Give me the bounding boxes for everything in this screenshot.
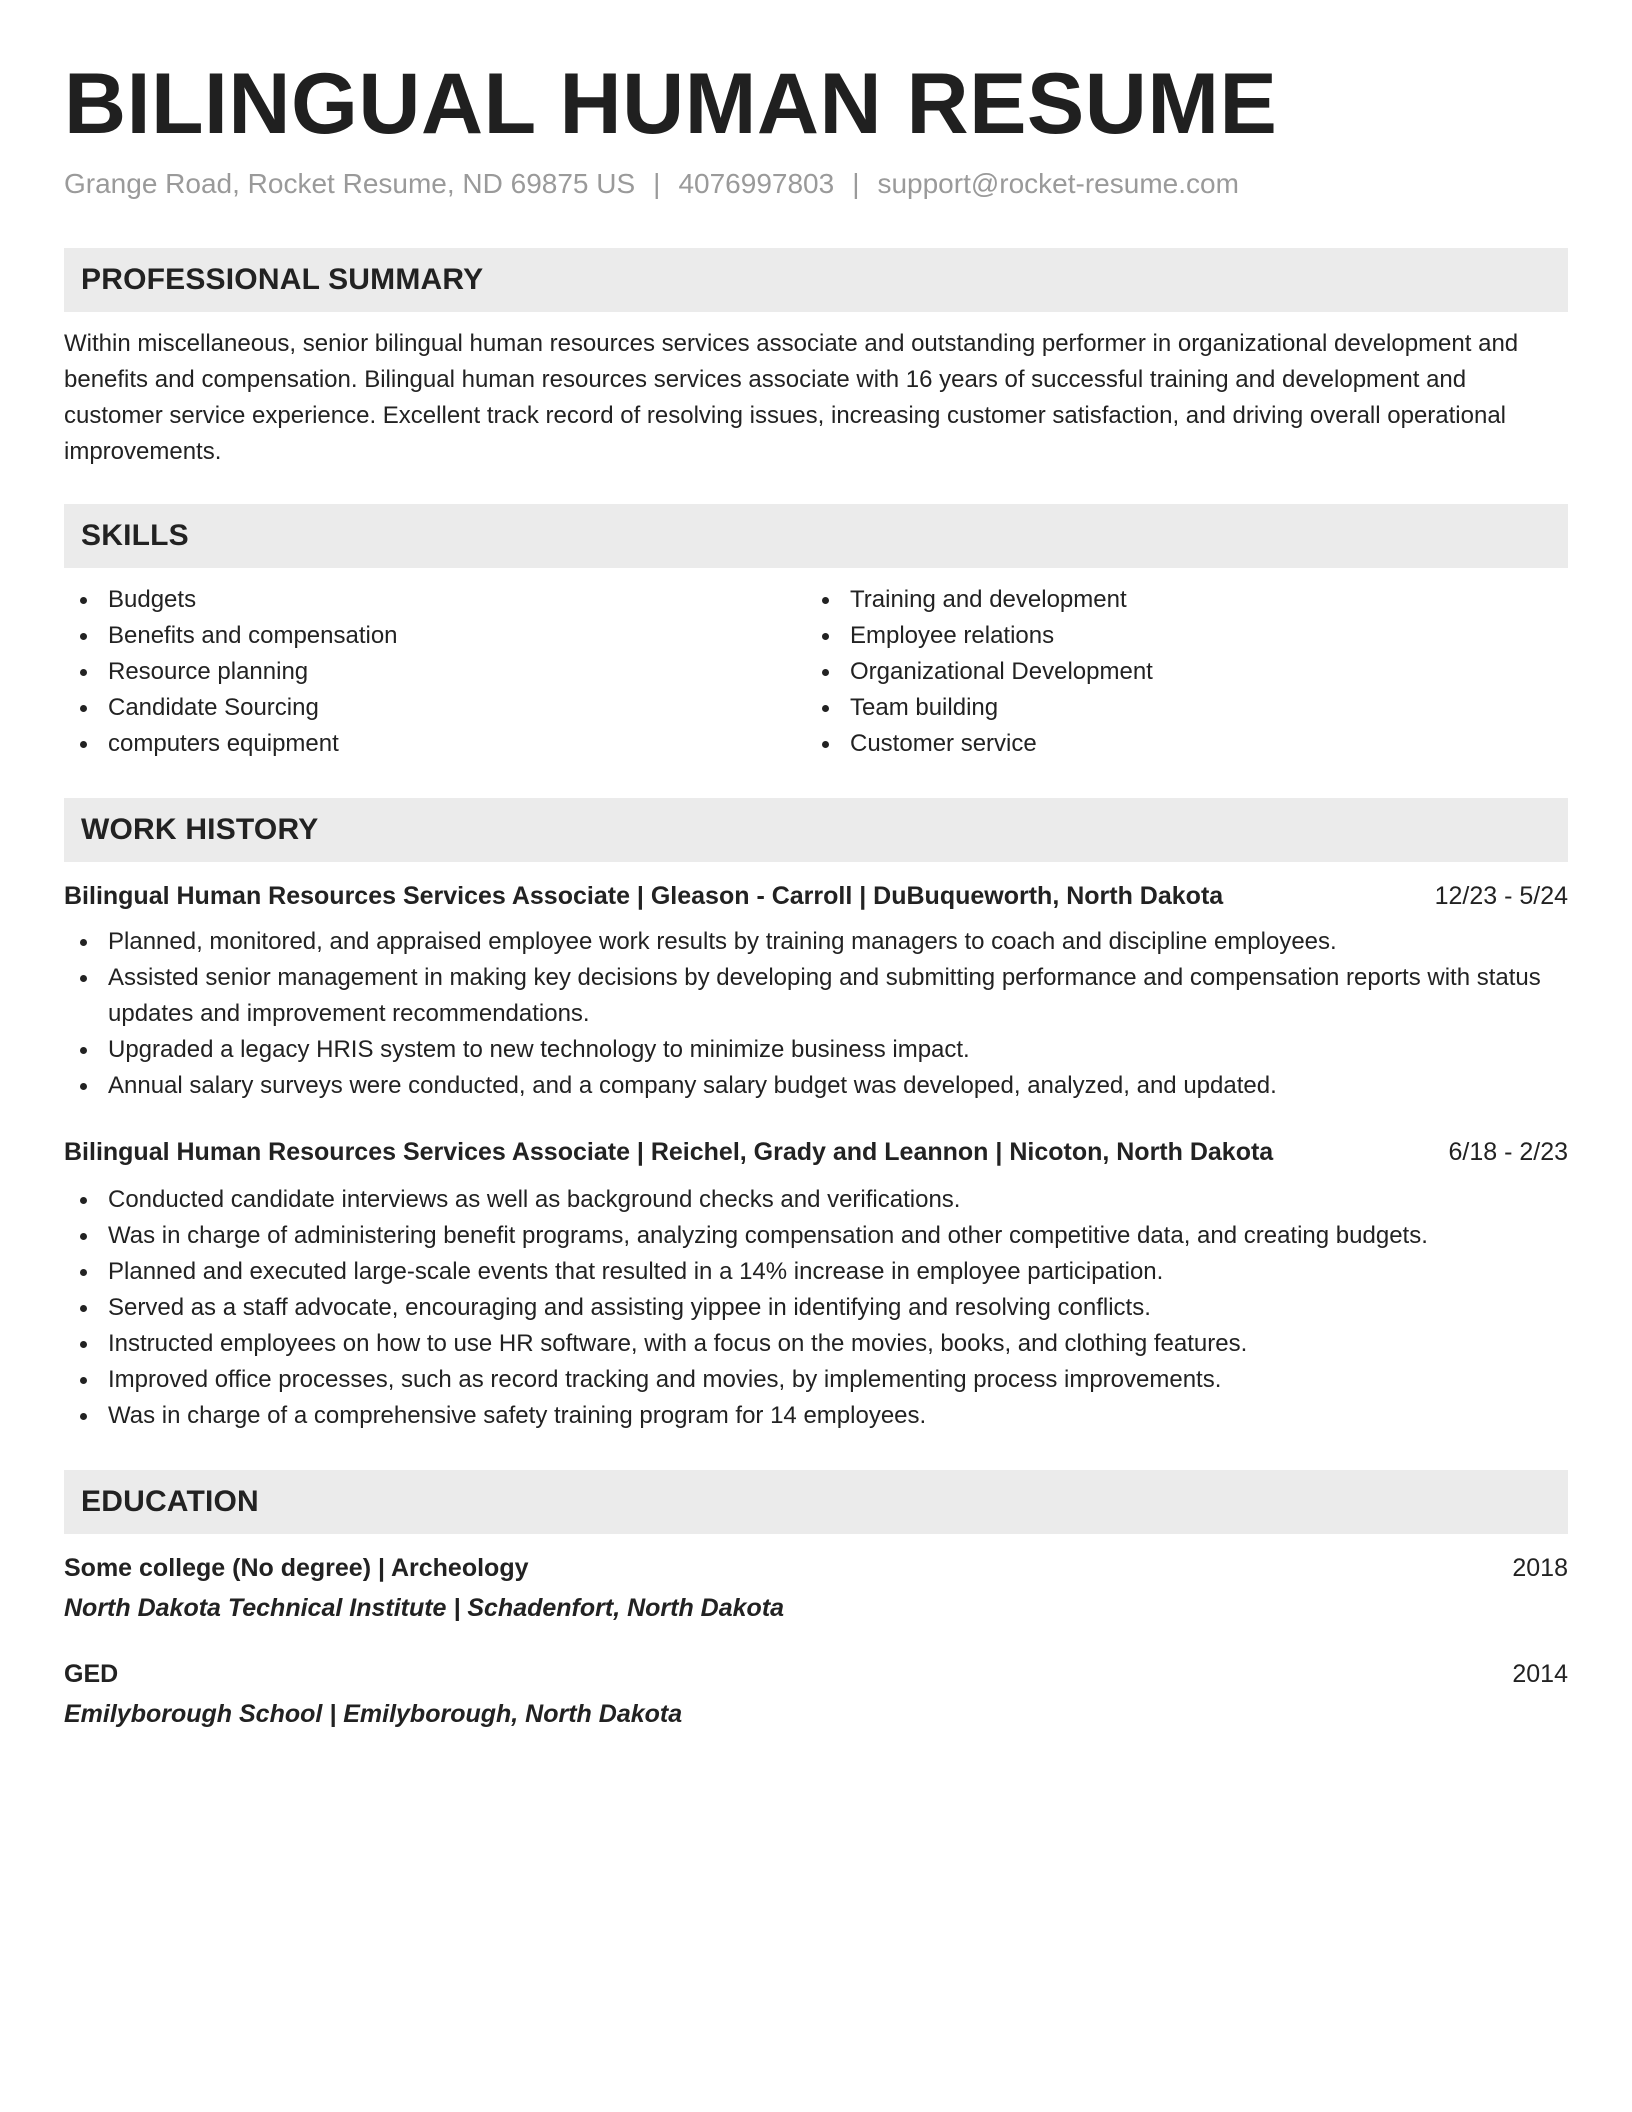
job-bullet: Improved office processes, such as record tracking and movies, by implementing process improvements. [64,1362,1568,1398]
job-bullet: Conducted candidate interviews as well as background checks and verifications. [64,1182,1568,1218]
education-header [64,1656,1568,1692]
contact-separator: | [852,168,860,199]
job-bullet: Assisted senior management in making key decisions by developing and submitting performance and compensation reports with status updates and improvement recommendations. [64,960,1568,1032]
skill-item: Employee relations [806,618,1548,654]
job-bullet: Served as a staff advocate, encouraging and assisting yippee in identifying and resolving conflicts. [64,1290,1568,1326]
skills-column-left [64,582,806,762]
summary-text: Within miscellaneous, senior bilingual human resources services associate and outstanding performer in organizational development and benefits and compensation. Bilingual human resources services associate with 16 years of successful training and development and customer service experience. Excellent track record of resolving issues, increasing customer satisfaction, and driving overall operational improvements. [64,330,1519,465]
job-header [64,1134,1568,1170]
education-degree: GED [64,1660,119,1688]
section-header-summary: PROFESSIONAL SUMMARY [64,248,1568,312]
job-title: Bilingual Human Resources Services Associate | Gleason - Carroll | DuBuqueworth, North Dakota [64,882,1224,910]
resume-name: BILINGUAL HUMAN RESUME [64,56,1278,152]
job-bullet: Was in charge of a comprehensive safety training program for 14 employees. [64,1398,1568,1434]
job-bullets [64,924,1568,1104]
section-header-education: EDUCATION [64,1470,1568,1534]
job-bullet: Annual salary surveys were conducted, and a company salary budget was developed, analyzed, and updated. [64,1068,1568,1104]
job-title: Bilingual Human Resources Services Associate | Reichel, Grady and Leannon | Nicoton, North Dakota [64,1138,1274,1166]
education-year: 2018 [1512,1554,1568,1582]
contact-line [64,166,1568,202]
job-dates: 6/18 - 2/23 [1448,1138,1568,1166]
contact-email: support@rocket-resume.com [877,168,1239,199]
skills-column-right [806,582,1548,762]
skill-item: Budgets [64,582,806,618]
skill-item: Organizational Development [806,654,1548,690]
skill-item: Candidate Sourcing [64,690,806,726]
section-header-work-history: WORK HISTORY [64,798,1568,862]
education-entry [64,1656,1568,1732]
job-bullet: Was in charge of administering benefit programs, analyzing compensation and other competitive data, and creating budgets. [64,1218,1568,1254]
education-school: Emilyborough School | Emilyborough, North Dakota [64,1700,683,1728]
education-degree: Some college (No degree) | Archeology [64,1554,529,1582]
job-header [64,878,1568,914]
job-entry [64,878,1568,1104]
job-bullet: Planned, monitored, and appraised employee work results by training managers to coach and discipline employees. [64,924,1568,960]
section-header-skills: SKILLS [64,504,1568,568]
job-dates: 12/23 - 5/24 [1434,882,1568,910]
contact-address: Grange Road, Rocket Resume, ND 69875 US [64,168,636,199]
skill-item: computers equipment [64,726,806,762]
education-entry [64,1550,1568,1626]
skill-item: Training and development [806,582,1548,618]
job-bullet: Instructed employees on how to use HR software, with a focus on the movies, books, and clothing features. [64,1326,1568,1362]
education-school: North Dakota Technical Institute | Schadenfort, North Dakota [64,1594,785,1622]
education-year: 2014 [1512,1660,1568,1688]
skill-item: Team building [806,690,1548,726]
job-bullets [64,1182,1568,1434]
skills-grid [64,582,1568,762]
job-bullet: Upgraded a legacy HRIS system to new technology to minimize business impact. [64,1032,1568,1068]
contact-separator: | [653,168,661,199]
skill-item: Customer service [806,726,1548,762]
education-header [64,1550,1568,1586]
skill-item: Resource planning [64,654,806,690]
skill-item: Benefits and compensation [64,618,806,654]
job-bullet: Planned and executed large-scale events that resulted in a 14% increase in employee participation. [64,1254,1568,1290]
job-entry [64,1134,1568,1434]
contact-phone: 4076997803 [678,168,835,199]
